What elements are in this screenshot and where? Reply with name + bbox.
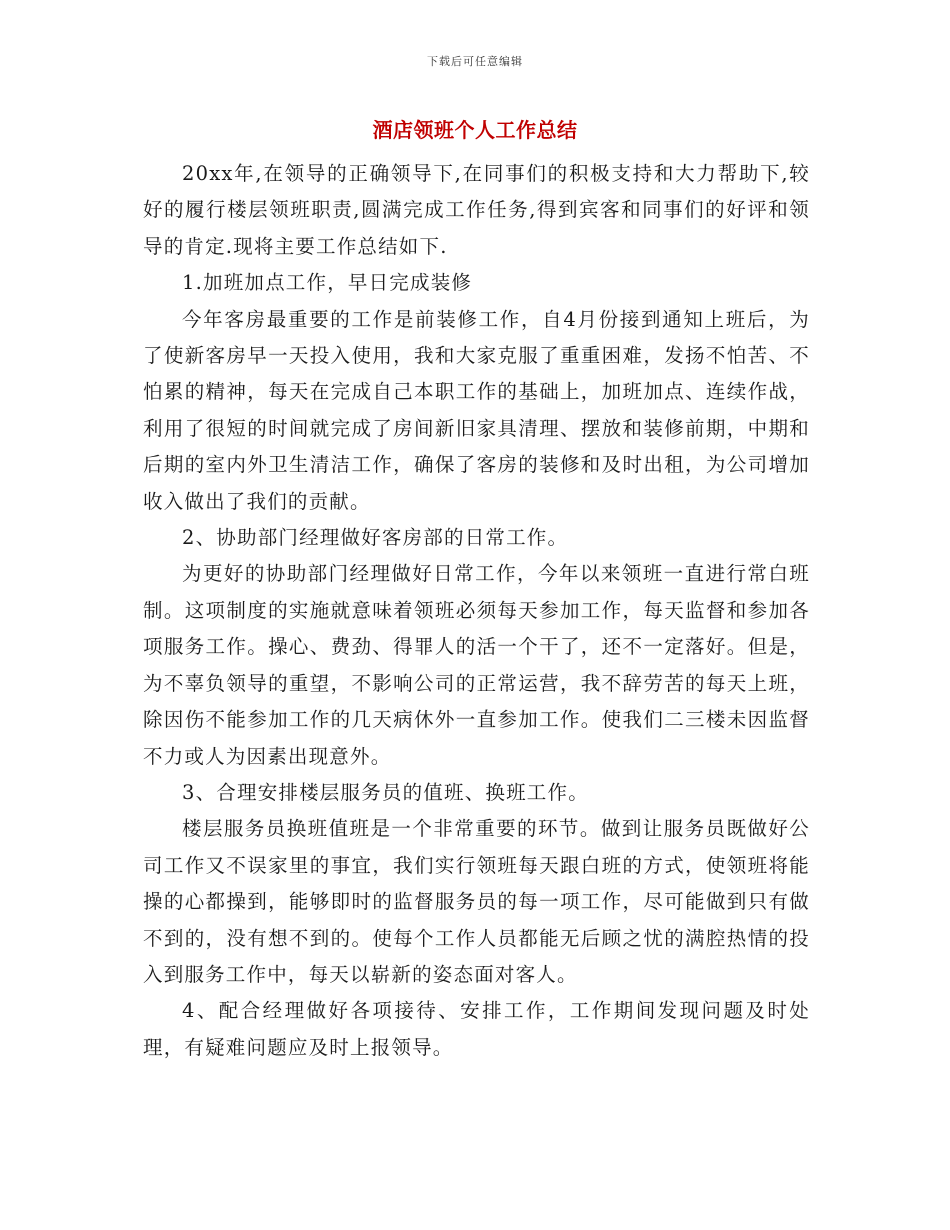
document-title: 酒店领班个人工作总结 — [372, 118, 578, 142]
section-heading-1: 1.加班加点工作，早日完成装修 — [182, 271, 473, 295]
section-heading-3: 3、合理安排楼层服务员的值班、换班工作。 — [182, 780, 589, 804]
document-body — [143, 156, 810, 1066]
section-paragraph-1: 今年客房最重要的工作是前装修工作，自4月份接到通知上班后，为了使新客房早一天投入使用，我和大家克服了重重困难，发扬不怕苦、不怕累的精神，每天在完成自己本职工作的基础上，加班加点、连续作战，利用了很短的时间就完成了房间新旧家具清理、摆放和装修前期，中期和后期的室内外卫生清洁工作，确保了客房的装修和及时出租，为公司增加收入做出了我们的贡献。 — [143, 307, 810, 513]
header-note: 下载后可任意编辑 — [427, 55, 523, 68]
section-heading-2: 2、协助部门经理做好客房部的日常工作。 — [182, 526, 569, 550]
section-paragraph-3: 楼层服务员换班值班是一个非常重要的环节。做到让服务员既做好公司工作又不误家里的事宜，我们实行领班每天跟白班的方式，使领班将能操的心都操到，能够即时的监督服务员的每一项工作，尽可能做到只有做不到的，没有想不到的。使每个工作人员都能无后顾之忧的满腔热情的投入到服务工作中，每天以崭新的姿态面对客人。 — [143, 817, 810, 986]
section-paragraph-2: 为更好的协助部门经理做好日常工作，今年以来领班一直进行常白班制。这项制度的实施就意味着领班必须每天参加工作，每天监督和参加各项服务工作。操心、费劲、得罪人的活一个干了，还不一定落好。但是，为不辜负领导的重望，不影响公司的正常运营，我不辞劳苦的每天上班，除因伤不能参加工作的几天病休外一直参加工作。使我们二三楼未因监督不力或人为因素出现意外。 — [143, 562, 810, 768]
intro-paragraph: 20xx年,在领导的正确领导下,在同事们的积极支持和大力帮助下,较好的履行楼层领班职责,圆满完成工作任务,得到宾客和同事们的好评和领导的肯定.现将主要工作总结如下. — [143, 162, 810, 258]
section-heading-4: 4、配合经理做好各项接待、安排工作，工作期间发现问题及时处理，有疑难问题应及时上报领导。 — [143, 999, 810, 1059]
